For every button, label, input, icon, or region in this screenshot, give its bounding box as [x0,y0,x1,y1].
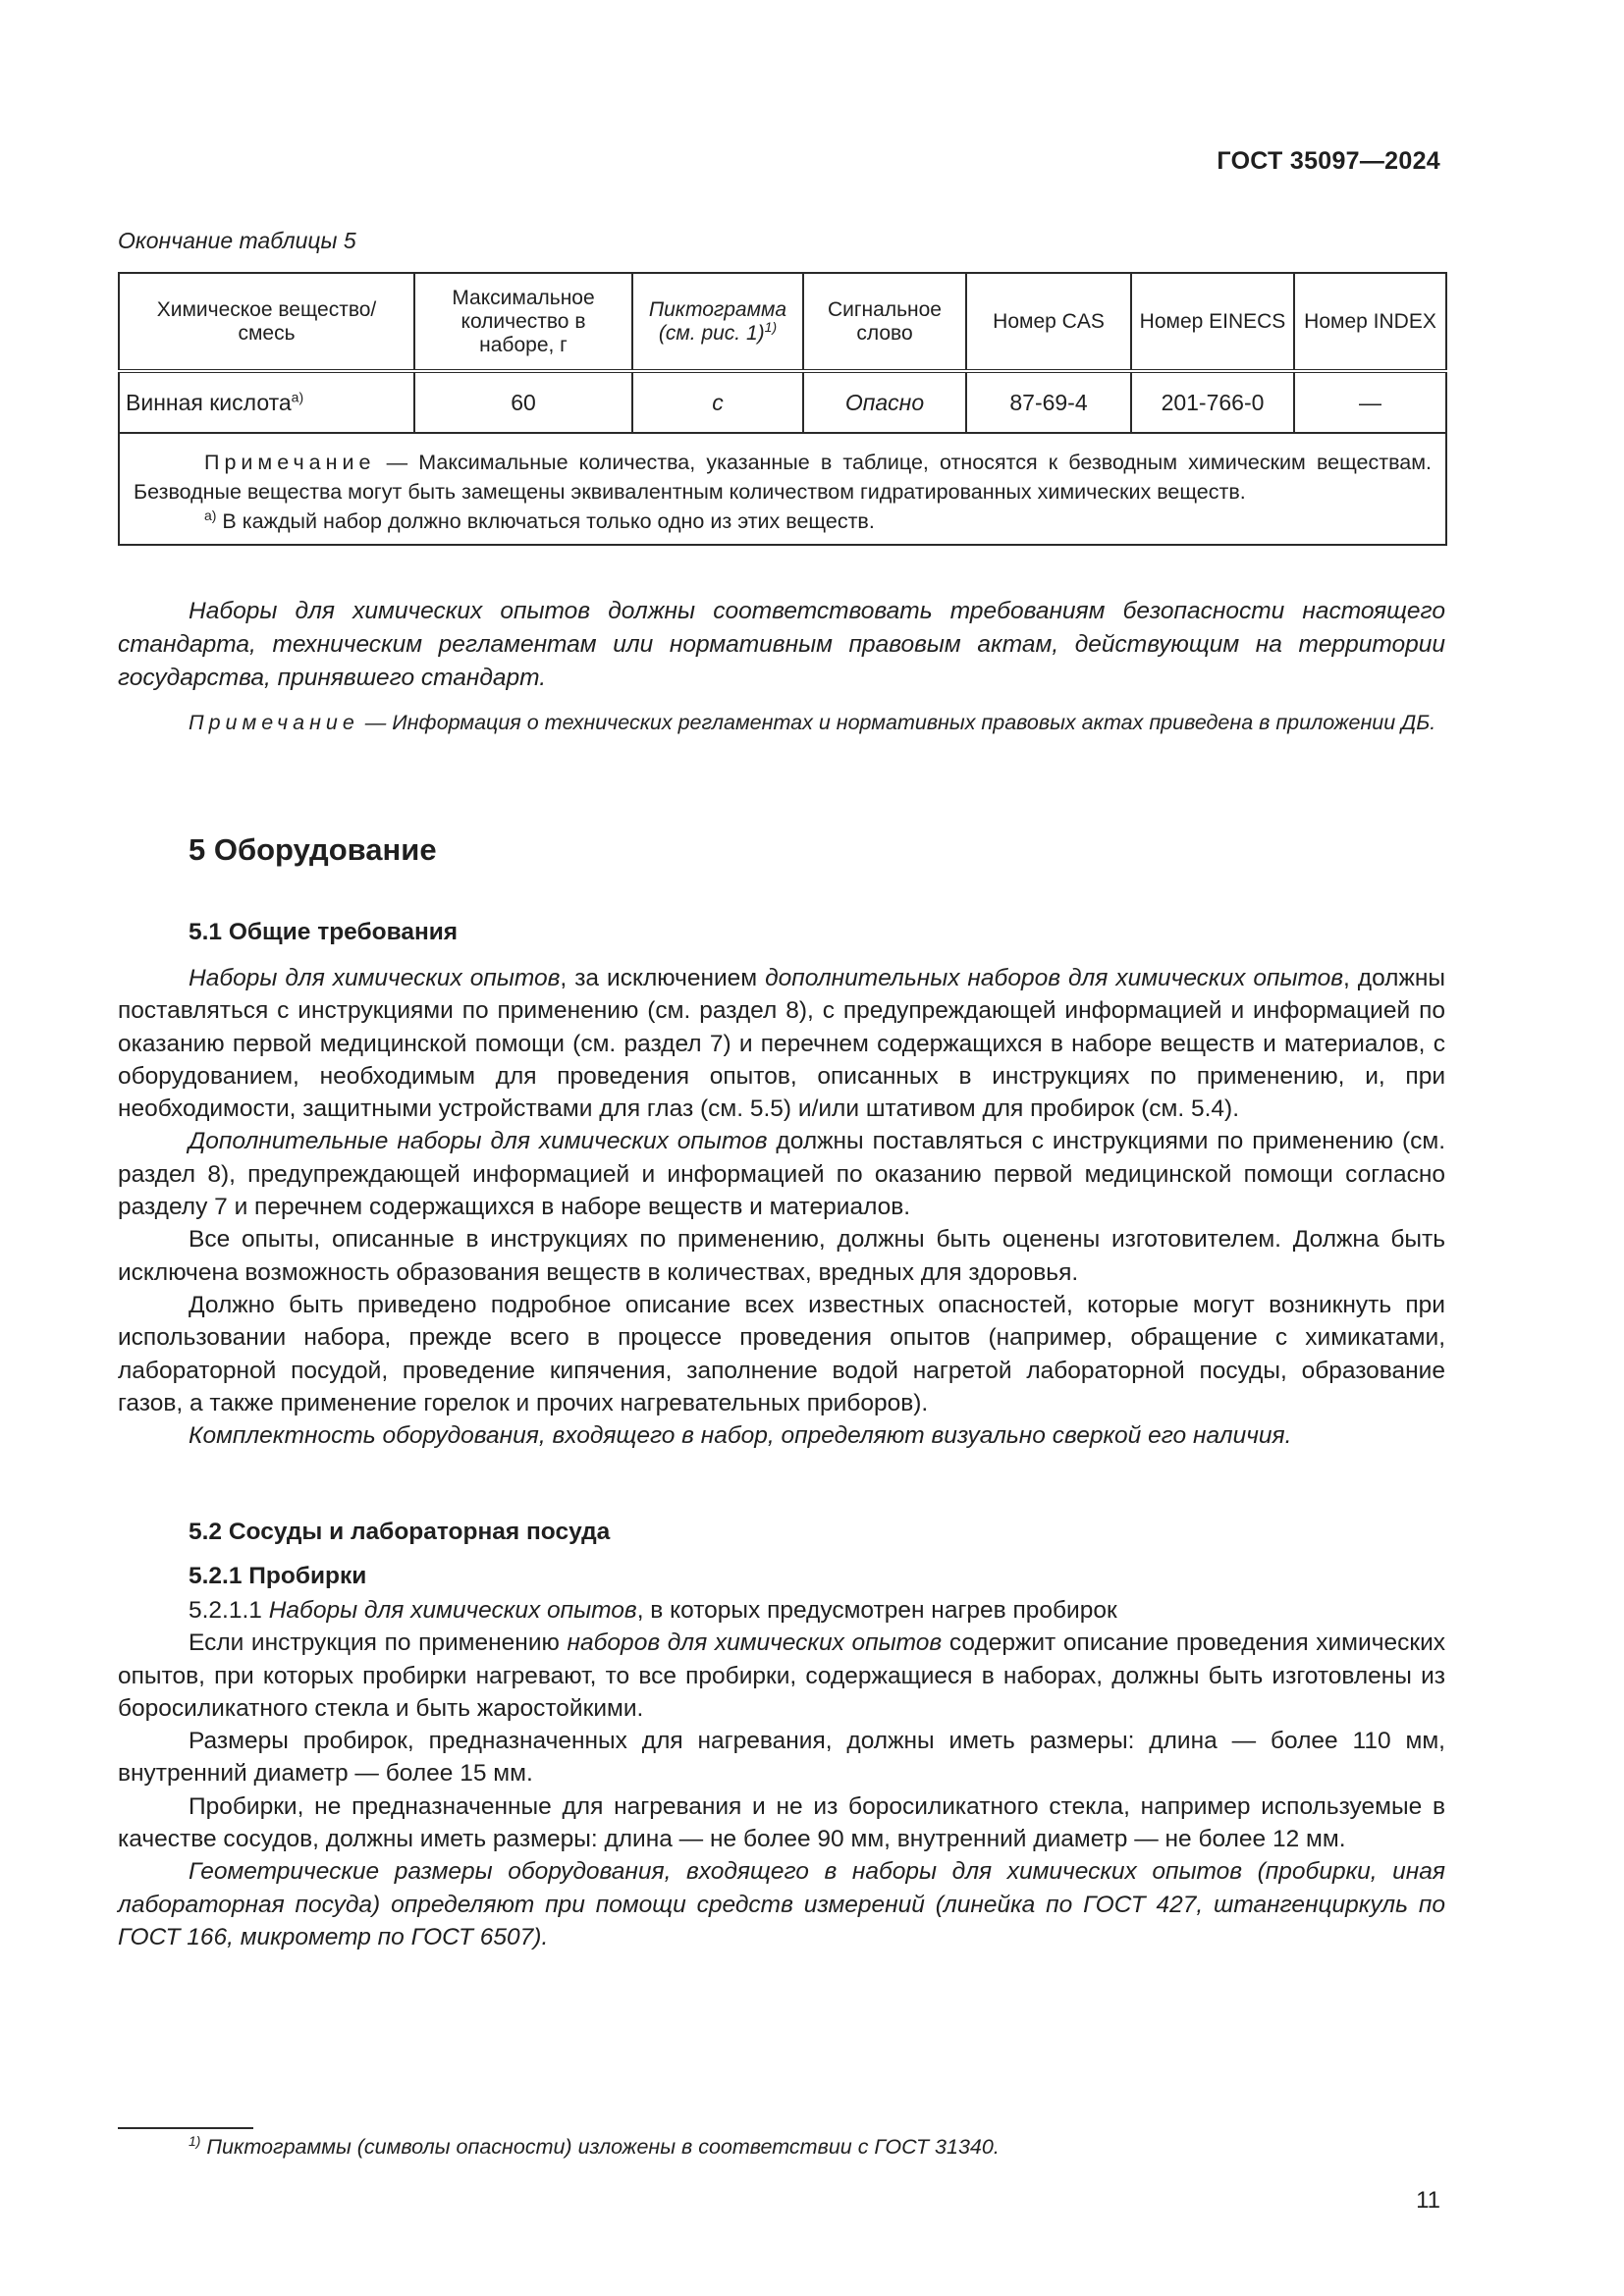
col-header-einecs: Номер EINECS [1131,273,1294,371]
col-header-cas: Номер CAS [966,273,1131,371]
italic-term: Наборы для химических опытов [189,965,561,991]
paragraph: Размеры пробирок, предназначенных для нагревания, должны иметь размеры: длина — более 110 мм, внутренний диаметр — более 15 мм. [118,1728,1445,1788]
paragraph: Комплектность оборудования, входящего в набор, определяют визуально сверкой его наличия. [189,1422,1292,1450]
table-note-row [119,433,1446,545]
page-footnote [189,2132,1000,2160]
footnote-mark: a) [204,507,217,523]
note-label: Примечание [204,451,376,474]
pictogram-header-text: Пиктограмма (см. рис. 1) [648,297,787,345]
note-text: — Информация о технических регламентах и нормативных правовых актах приведена в приложении ДБ. [358,711,1436,734]
footnote-mark: 1) [189,2132,201,2149]
section-5-2-1-title: 5.2.1 Пробирки [189,1563,367,1589]
document-id-header: ГОСТ 35097—2024 [1217,147,1440,175]
col-header-max-qty: Максимальное количество в наборе, г [414,273,632,371]
clause-number: 5.2.1.1 [189,1597,269,1624]
text-run: содержит описание проведения химических опытов, при которых пробирки нагревают, то все пробирки, содержащиеся в наборах, должны быть изготовлены из боросиликатного стекла и быть жаростойкими. [118,1629,1446,1722]
paragraph: Должно быть приведено подробное описание всех известных опасностей, которые могут возникнуть при использовании набора, прежде всего в процессе проведения опытов (например, обращение с химикатами, лабораторной посудой, проведение кипячения, заполнение водой нагретой лабораторной посуды, образование газов, а также применение горелок и прочих нагревательных приборов). [118,1291,1445,1416]
paragraph [118,1627,1445,1725]
cell-index: — [1294,371,1446,433]
cell-max-qty: 60 [414,371,632,433]
text-run: , в которых предусмотрен нагрев пробирок [636,1597,1117,1624]
paragraph [118,1125,1445,1223]
italic-term: Наборы для химических опытов [268,1597,637,1624]
table-note [134,448,1432,507]
footnote-ref: 1) [764,318,778,335]
cell-einecs: 201-766-0 [1131,371,1294,433]
table-caption: Окончание таблицы 5 [118,228,356,253]
intro-block [118,595,1445,738]
paragraph [118,1594,1445,1627]
table-5 [118,272,1447,546]
section-5-2-title: 5.2 Сосуды и лабораторная посуда [189,1519,611,1545]
footnote-ref: a) [291,389,304,405]
text-run: , за исключением [560,965,766,991]
intro-note [118,707,1445,738]
cell-substance [119,371,414,433]
paragraph [118,962,1445,1125]
table-note-cell [119,433,1446,545]
intro-paragraph: Наборы для химических опытов должны соответствовать требованиям безопасности настоящего стандарта, техническим регламентам или нормативным правовым актам, действующим на территории государства, принявшего стандарт. [118,598,1445,691]
cell-pictogram: c [632,371,803,433]
footnote-separator [118,2127,253,2129]
section-5-2-1-body [118,1594,1445,1953]
footnote-text: В каждый набор должно включаться только одно из этих веществ. [216,509,875,533]
paragraph: Пробирки, не предназначенные для нагревания и не из боросиликатного стекла, например используемые в качестве сосудов, должны иметь размеры: длина — не более 90 мм, внутренний диаметр — не более 12 мм. [118,1792,1445,1853]
substance-name: Винная кислота [126,390,292,415]
col-header-pictogram [632,273,803,371]
section-5-title: 5 Оборудование [189,832,437,867]
cell-signal-word: Опасно [803,371,966,433]
text-run: Если инструкция по применению [189,1629,568,1657]
col-header-substance: Химическое вещество/ смесь [119,273,414,371]
paragraph: Геометрические размеры оборудования, входящего в наборы для химических опытов (пробирки, иная лабораторная посуда) определяют при помощи средств измерений (линейка по ГОСТ 427, штангенциркуль по ГОСТ 166, микрометр по ГОСТ 6507). [118,1858,1445,1950]
col-header-signal-word: Сигнальное слово [803,273,966,371]
italic-term: Дополнительные наборы для химических опытов [189,1128,768,1155]
footnote-text: Пиктограммы (символы опасности) изложены в соответствии с ГОСТ 31340. [200,2135,1000,2159]
table-row [119,371,1446,433]
page-number: 11 [1416,2187,1440,2214]
italic-term: дополнительных наборов для химических опытов [765,965,1344,991]
note-label: Примечание [189,711,359,734]
section-5-1-title: 5.1 Общие требования [189,919,459,945]
table-footnote [134,507,1432,536]
paragraph: Все опыты, описанные в инструкциях по применению, должны быть оценены изготовителем. Должна быть исключена возможность образования веществ в количествах, вредных для здоровья. [118,1226,1445,1286]
col-header-index: Номер INDEX [1294,273,1446,371]
text-run: , должны поставляться с инструкциями по применению (см. раздел 8), с предупреждающей информацией и информацией по оказанию первой медицинской помощи (см. раздел 7) и перечнем содержащихся в наборе веществ и материалов, с оборудованием, необходимым для проведения опытов, описанных в инструкциях по применению, и, при необходимости, защитными устройствами для глаз (см. 5.5) и/или штативом для пробирок (см. 5.4). [118,965,1446,1123]
note-text: — Максимальные количества, указанные в таблице, относятся к безводным химическим веществам. Безводные вещества могут быть замещены эквивалентным количеством гидратированных химических веществ. [134,451,1432,504]
italic-term: наборов для химических опытов [567,1629,943,1657]
cell-cas: 87-69-4 [966,371,1131,433]
table-header-row [119,273,1446,371]
section-5-1-body [118,962,1445,1452]
text-run: должны поставляться с инструкциями по применению (см. раздел 8), предупреждающей информацией и информацией по оказанию первой медицинской помощи согласно разделу 7 и перечнем содержащихся в наборе веществ и материалов. [118,1128,1445,1221]
